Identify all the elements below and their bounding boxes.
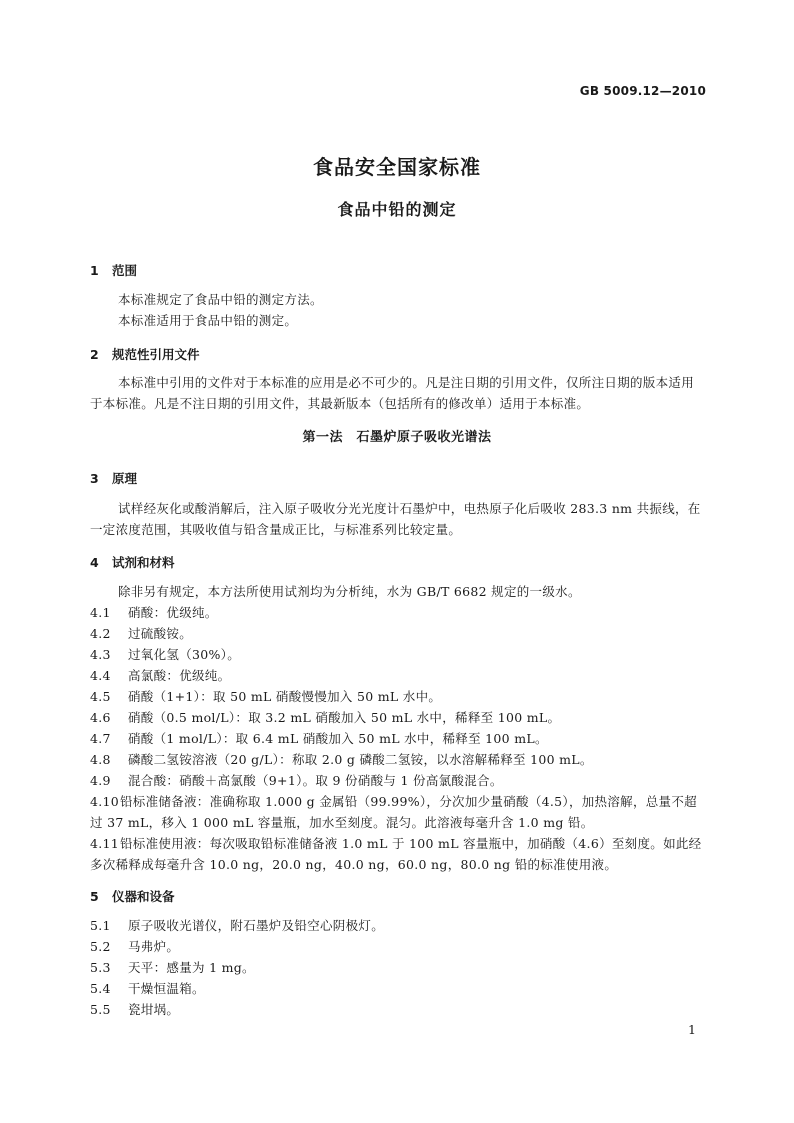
list-item [90, 833, 706, 875]
section-title: 范围 [112, 263, 138, 278]
standard-code: GB 5009.12—2010 [579, 84, 706, 98]
item-text: 过硫酸铵。 [128, 626, 193, 641]
item-text: 干燥恒温箱。 [128, 981, 205, 996]
section-1-heading [90, 261, 137, 279]
section-3-text: 试样经灰化或酸消解后，注入原子吸收分光光度计石墨炉中，电热原子化后吸收 283.3 nm 共振线，在一定浓度范围，其吸收值与铅含量成正比，与标准系列比较定量。 [90, 501, 701, 537]
page-number: 1 [688, 1022, 696, 1037]
item-text: 马弗炉。 [128, 939, 180, 954]
section-title: 试剂和材料 [112, 555, 175, 570]
item-number: 5.4 [90, 981, 111, 996]
item-number: 5.3 [90, 960, 111, 975]
list-item [90, 728, 706, 749]
section-number: 2 [90, 347, 99, 362]
item-number: 4.3 [90, 647, 111, 662]
section-1-line-2: 本标准适用于食品中铅的测定。 [118, 313, 298, 328]
item-text: 硝酸：优级纯。 [128, 605, 218, 620]
item-number: 5.2 [90, 939, 111, 954]
section-title: 规范性引用文件 [112, 347, 200, 362]
list-item [90, 707, 706, 728]
item-number: 4.9 [90, 773, 111, 788]
item-text: 硝酸（1 mol/L）：取 6.4 mL 硝酸加入 50 mL 水中，稀释至 100 mL。 [128, 731, 548, 746]
section-2-text: 本标准中引用的文件对于本标准的应用是必不可少的。凡是注日期的引用文件，仅所注日期的版本适用于本标准。凡是不注日期的引用文件，其最新版本（包括所有的修改单）适用于本标准。 [90, 375, 695, 411]
item-number: 4.10 [90, 794, 120, 809]
reagents-list [90, 602, 706, 875]
item-text: 天平：感量为 1 mg。 [128, 960, 255, 975]
item-text: 混合酸：硝酸＋高氯酸（9+1）。取 9 份硝酸与 1 份高氯酸混合。 [128, 773, 503, 788]
list-item [90, 957, 706, 978]
item-text: 过氧化氢（30%）。 [128, 647, 241, 662]
list-item [90, 936, 706, 957]
item-text: 铅标准使用液：每次吸取铅标准储备液 1.0 mL 于 100 mL 容量瓶中，加硝酸（4.6）至刻度。如此经多次稀释成每毫升含 10.0 ng，20.0 ng，40.0 ng，60.0 ng，80.0 ng 铅的标准使用液。 [90, 836, 702, 872]
section-3-heading [90, 469, 137, 487]
item-text: 硝酸（0.5 mol/L）：取 3.2 mL 硝酸加入 50 mL 水中，稀释至 100 mL。 [128, 710, 561, 725]
equipment-list [90, 915, 706, 1020]
method-title: 第一法 石墨炉原子吸收光谱法 [302, 430, 492, 445]
list-item [90, 602, 706, 623]
list-item [90, 791, 706, 833]
item-number: 5.1 [90, 918, 111, 933]
section-number: 3 [90, 471, 99, 486]
item-number: 4.11 [90, 836, 120, 851]
item-number: 4.8 [90, 752, 111, 767]
list-item [90, 999, 706, 1020]
list-item [90, 915, 706, 936]
item-text: 瓷坩埚。 [128, 1002, 180, 1017]
item-text: 磷酸二氢铵溶液（20 g/L）：称取 2.0 g 磷酸二氢铵，以水溶解稀释至 100 mL。 [128, 752, 593, 767]
section-4-heading [90, 553, 175, 571]
item-number: 4.6 [90, 710, 111, 725]
item-text: 铅标准储备液：准确称取 1.000 g 金属铅（99.99%），分次加少量硝酸（4.5），加热溶解，总量不超过 37 mL，移入 1 000 mL 容量瓶，加水至刻度。混匀。此溶液每毫升含 1.0 mg 铅。 [90, 794, 697, 830]
item-number: 4.1 [90, 605, 111, 620]
list-item [90, 978, 706, 999]
item-text: 原子吸收光谱仪，附石墨炉及铅空心阴极灯。 [128, 918, 385, 933]
section-4-intro: 除非另有规定，本方法所使用试剂均为分析纯，水为 GB/T 6682 规定的一级水。 [118, 584, 581, 599]
list-item [90, 686, 706, 707]
section-1-line-1: 本标准规定了食品中铅的测定方法。 [118, 292, 323, 307]
section-2-heading [90, 345, 200, 363]
list-item [90, 644, 706, 665]
item-number: 4.2 [90, 626, 111, 641]
list-item [90, 623, 706, 644]
document-title: 食品安全国家标准 [313, 155, 481, 179]
list-item [90, 749, 706, 770]
list-item [90, 770, 706, 791]
item-number: 4.7 [90, 731, 111, 746]
section-5-heading [90, 887, 175, 905]
document-subtitle: 食品中铅的测定 [337, 200, 457, 219]
list-item [90, 665, 706, 686]
item-number: 5.5 [90, 1002, 111, 1017]
section-title: 原理 [112, 471, 138, 486]
section-number: 5 [90, 889, 99, 904]
section-number: 4 [90, 555, 99, 570]
section-title: 仪器和设备 [112, 889, 175, 904]
section-number: 1 [90, 263, 99, 278]
item-text: 硝酸（1+1）：取 50 mL 硝酸慢慢加入 50 mL 水中。 [128, 689, 442, 704]
item-text: 高氯酸：优级纯。 [128, 668, 231, 683]
item-number: 4.5 [90, 689, 111, 704]
item-number: 4.4 [90, 668, 111, 683]
